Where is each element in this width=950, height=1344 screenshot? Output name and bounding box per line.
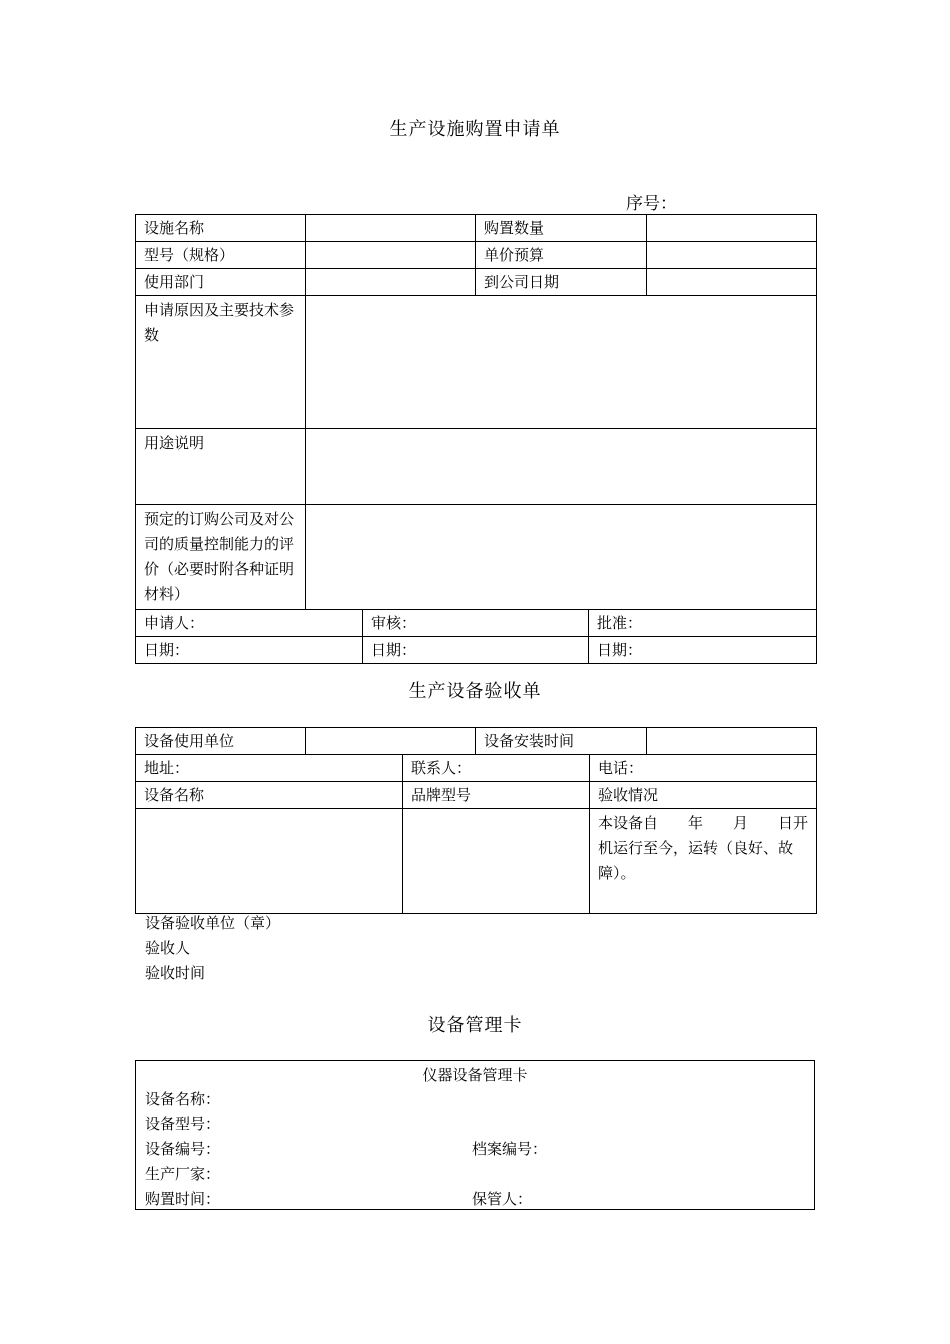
- label-user-unit: 设备使用单位: [136, 728, 306, 755]
- card-manufacturer-label: 生产厂家：: [145, 1165, 221, 1183]
- status-text-day: 日开: [778, 814, 809, 832]
- accept-unit-label: 设备验收单位（章）: [145, 914, 281, 932]
- acceptance-status-text: [590, 809, 817, 914]
- card-model-label: 设备型号：: [145, 1115, 221, 1133]
- serial-number-label: 序号：: [626, 194, 677, 214]
- reason-params-field[interactable]: [306, 296, 817, 429]
- approver-date-field[interactable]: 日期：: [589, 637, 817, 664]
- quantity-field[interactable]: [647, 215, 817, 242]
- label-facility-name: 设施名称: [136, 215, 306, 242]
- form2-title: 生产设备验收单: [408, 681, 542, 702]
- card-keeper-label: 保管人：: [472, 1190, 533, 1208]
- label-reason-params: 申请原因及主要技术参数: [136, 296, 306, 429]
- supplier-eval-field[interactable]: [306, 505, 817, 610]
- form3-title: 设备管理卡: [427, 1015, 523, 1036]
- accept-time-label: 验收时间: [145, 964, 206, 982]
- applicant-date-field[interactable]: 日期：: [136, 637, 363, 664]
- purpose-field[interactable]: [306, 429, 817, 505]
- label-install-time: 设备安装时间: [476, 728, 647, 755]
- label-model: 型号（规格）: [136, 242, 306, 269]
- unit-price-field[interactable]: [647, 242, 817, 269]
- purchase-request-table: [135, 214, 817, 664]
- brand-model-field[interactable]: [403, 809, 590, 914]
- card-number-label: 设备编号：: [145, 1140, 221, 1158]
- status-text-year: 年: [688, 814, 704, 832]
- form1-title: 生产设施购置申请单: [389, 119, 561, 140]
- phone-field[interactable]: 电话：: [590, 755, 817, 782]
- department-field[interactable]: [306, 269, 476, 296]
- applicant-field[interactable]: 申请人：: [136, 610, 363, 637]
- status-text-rest: 机运行至今，运转（良好、故障）。: [598, 839, 794, 882]
- label-brand-model: 品牌型号: [403, 782, 590, 809]
- arrival-date-field[interactable]: [647, 269, 817, 296]
- label-acceptance-status: 验收情况: [590, 782, 817, 809]
- label-supplier-eval: 预定的订购公司及对公司的质量控制能力的评价（必要时附各种证明材料）: [136, 505, 306, 610]
- equipment-name-field[interactable]: [136, 809, 403, 914]
- label-unit-price: 单价预算: [476, 242, 647, 269]
- label-purpose: 用途说明: [136, 429, 306, 505]
- card-archive-label: 档案编号：: [472, 1140, 548, 1158]
- card-purchase-time-label: 购置时间：: [145, 1190, 221, 1208]
- reviewer-date-field[interactable]: 日期：: [363, 637, 589, 664]
- label-department: 使用部门: [136, 269, 306, 296]
- status-text-month: 月: [733, 814, 749, 832]
- install-time-field[interactable]: [647, 728, 817, 755]
- label-equipment-name: 设备名称: [136, 782, 403, 809]
- user-unit-field[interactable]: [306, 728, 476, 755]
- address-field[interactable]: 地址：: [136, 755, 403, 782]
- status-text-start: 本设备自: [598, 814, 659, 832]
- approver-field[interactable]: 批准：: [589, 610, 817, 637]
- card-title: 仪器设备管理卡: [422, 1066, 528, 1084]
- label-quantity: 购置数量: [476, 215, 647, 242]
- acceptor-label: 验收人: [145, 939, 191, 957]
- acceptance-table: [135, 727, 817, 914]
- facility-name-field[interactable]: [306, 215, 476, 242]
- reviewer-field[interactable]: 审核：: [363, 610, 589, 637]
- contact-field[interactable]: 联系人：: [403, 755, 590, 782]
- label-arrival-date: 到公司日期: [476, 269, 647, 296]
- model-field[interactable]: [306, 242, 476, 269]
- card-name-label: 设备名称：: [145, 1090, 221, 1108]
- equipment-management-card: [135, 1060, 815, 1210]
